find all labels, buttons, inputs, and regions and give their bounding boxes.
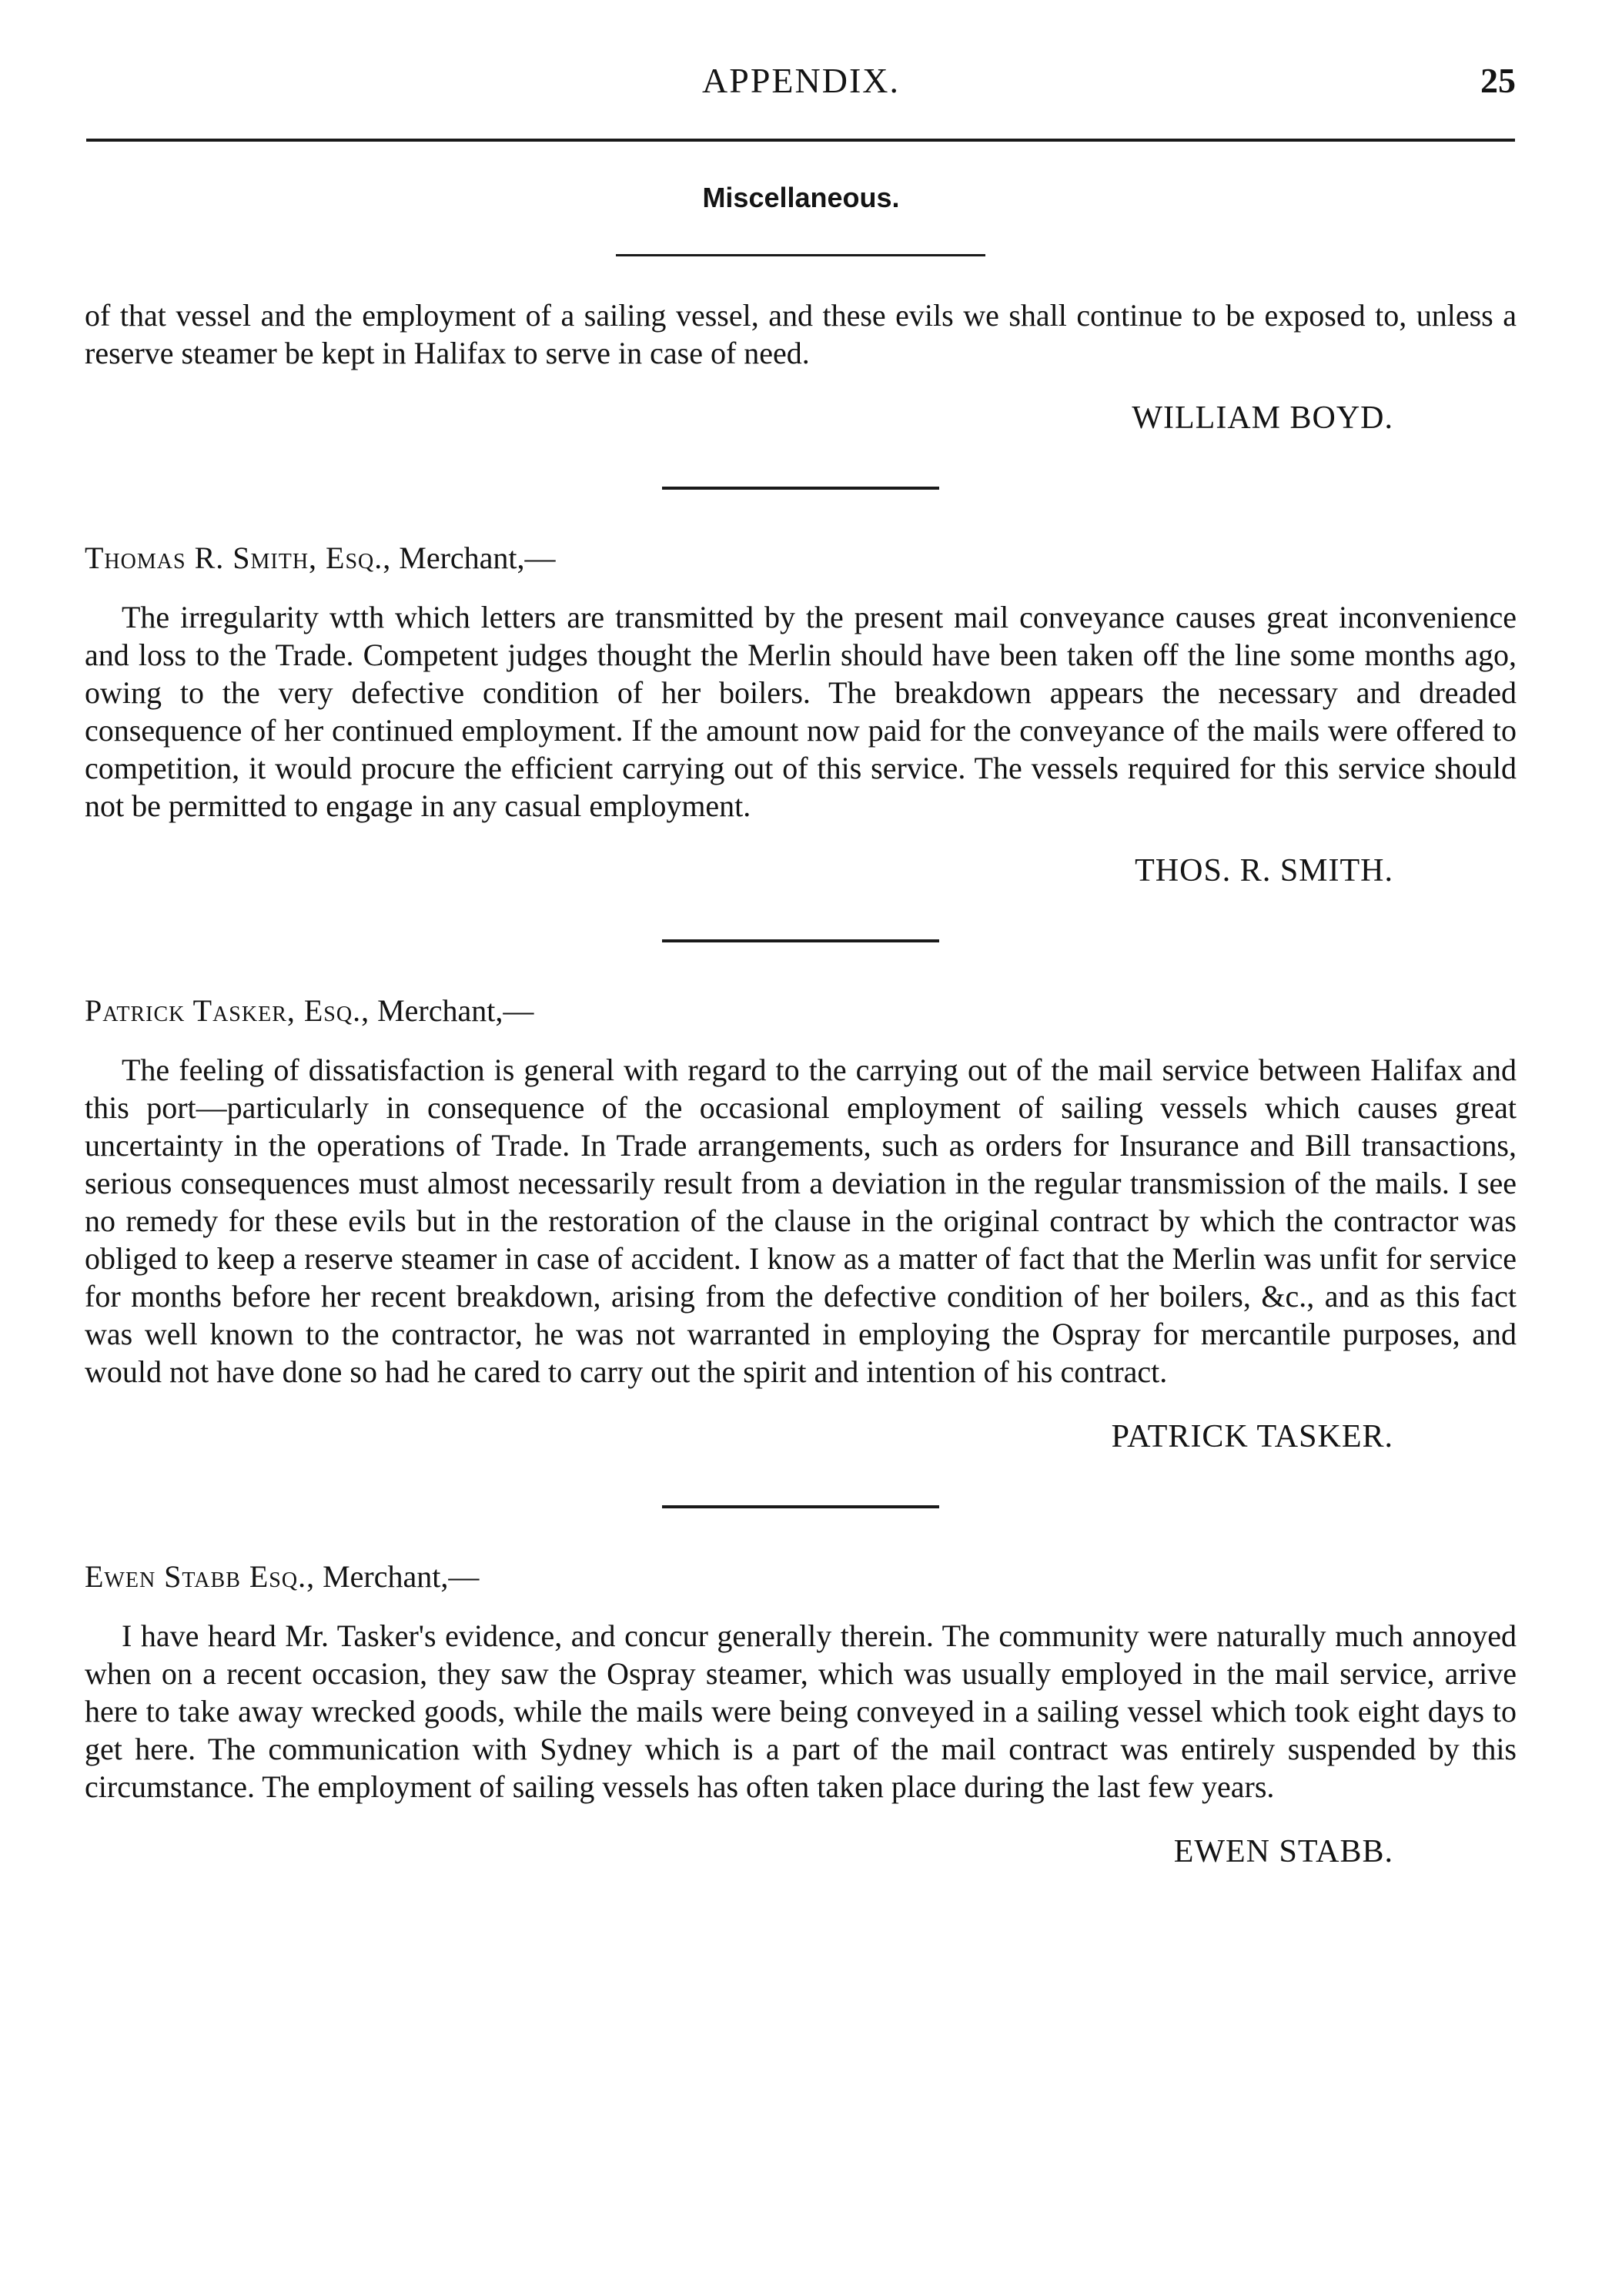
signature-smith: THOS. R. SMITH.	[1135, 853, 1393, 889]
testimony-paragraph: The feeling of dissatisfaction is general with regard to the carrying out of the mail service between Halifax and this port—particularly in consequence of the occasional employment of sailing vessels which causes great uncertainty in the operations of Trade. In Trade arrangements, such as orders for Insurance and Bill transactions, serious consequences must almost necessarily result from a deviation in the regular transmission of the mails. I see no remedy for these evils but in the restoration of the clause in the original contract by which the contractor was obliged to keep a reserve steamer in case of accident. I know as a matter of fact that the Merlin was unfit for service for months before her recent breakdown, arising from the defective condition of her boilers, &c., and as this fact was well known to the contractor, he was not warranted in employing the Ospray for mercantile purposes, and would not have done so had he cared to carry out the spirit and intention of his contract.	[85, 1053, 1517, 1389]
testimony-stabb	[85, 1558, 1517, 1871]
section-separator	[662, 1505, 939, 1508]
section-title: Miscellaneous.	[702, 182, 900, 213]
witness-role: Merchant,—	[323, 1559, 480, 1594]
header-rule	[86, 139, 1515, 142]
witness-heading	[85, 539, 1517, 577]
witness-name: Ewen Stabb Esq.,	[85, 1559, 316, 1594]
section-separator	[662, 939, 939, 942]
signature-william-boyd: WILLIAM BOYD.	[1132, 400, 1393, 436]
witness-name: Thomas R. Smith, Esq.,	[85, 541, 392, 575]
witness-role: Merchant,—	[399, 541, 556, 575]
testimony-smith	[85, 539, 1517, 890]
running-head	[0, 60, 1602, 106]
testimony-tasker	[85, 992, 1517, 1456]
witness-name: Patrick Tasker, Esq.,	[85, 993, 370, 1028]
testimony-paragraph: I have heard Mr. Tasker's evidence, and concur generally therein. The community were naturally much annoyed when on a recent occasion, they saw the Ospray steamer, which was usually employed in the mail service, arrive here to take away wrecked goods, while the mails were being conveyed in a sailing vessel which took eight days to get here. The communication with Sydney which is a part of the mail contract was entirely suspended by this circumstance. The employment of sailing vessels has often taken place during the last few years.	[85, 1618, 1517, 1804]
signature-stabb: EWEN STABB.	[1173, 1834, 1393, 1869]
running-title: APPENDIX.	[702, 61, 900, 100]
witness-role: Merchant,—	[377, 993, 534, 1028]
continuation-paragraph: of that vessel and the employment of a sailing vessel, and these evils we shall continue to be exposed to, unless a reserve steamer be kept in Halifax to serve in case of need.	[85, 298, 1517, 370]
signature-tasker: PATRICK TASKER.	[1111, 1419, 1393, 1454]
witness-heading	[85, 992, 1517, 1029]
witness-heading	[85, 1558, 1517, 1595]
testimony-paragraph: The irregularity wtth which letters are transmitted by the present mail conveyance causes great inconvenience and loss to the Trade. Competent judges thought the Merlin should have been taken off the line some months ago, owing to the very defective condition of her boilers. The breakdown appears the necessary and dreaded consequence of her continued employment. If the amount now paid for the conveyance of the mails were offered to competition, it would procure the efficient carrying out of this service. The vessels required for this service should not be permitted to engage in any casual employment.	[85, 600, 1517, 823]
section-title-rule	[616, 254, 985, 256]
continuation-block	[85, 296, 1517, 437]
document-body	[85, 296, 1517, 1871]
section-separator	[662, 487, 939, 490]
page-number: 25	[1480, 61, 1516, 100]
